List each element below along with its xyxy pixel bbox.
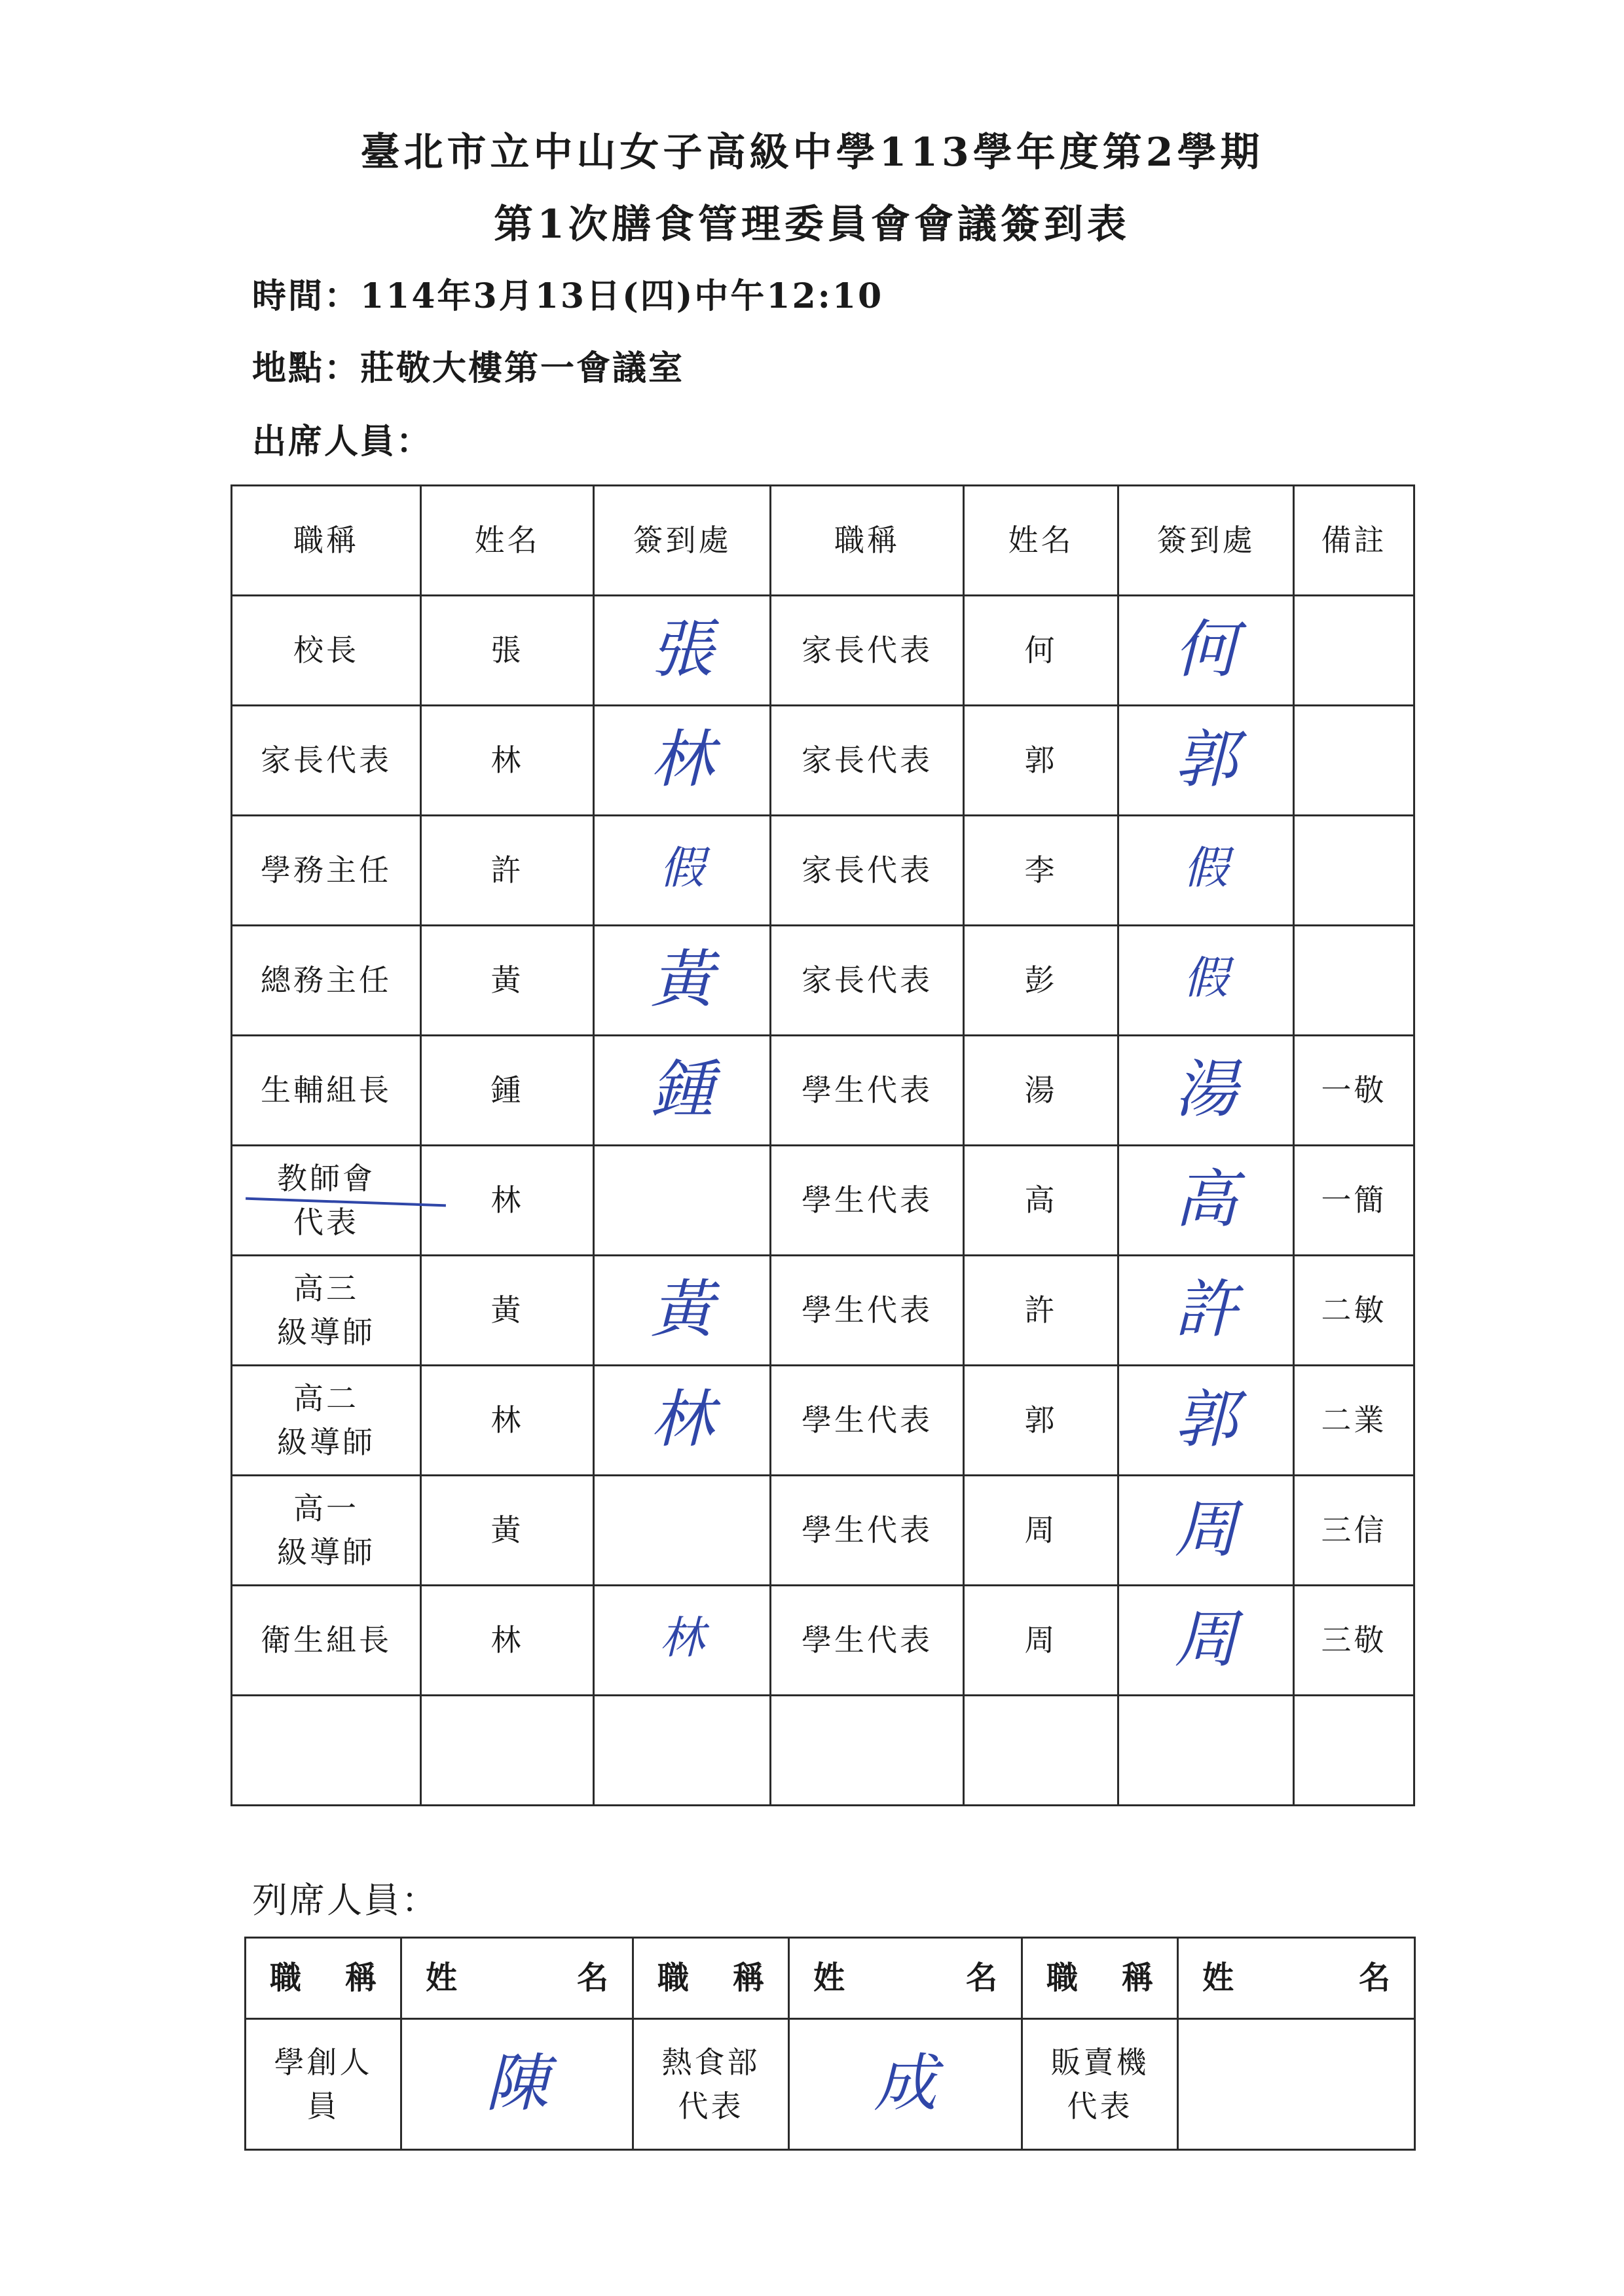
empty-cell [964, 1696, 1118, 1806]
signature-cell [594, 1036, 771, 1146]
handwritten-signature: 黃 [650, 1273, 714, 1347]
title-line: 代表 [293, 1204, 359, 1240]
table-row [232, 1366, 1414, 1476]
title-cell [232, 1476, 421, 1586]
title-line: 高三 [293, 1270, 359, 1306]
name-cell: 黃 [421, 1256, 594, 1366]
empty-cell [771, 1696, 964, 1806]
table-row [232, 1476, 1414, 1586]
title-cell: 家長代表 [771, 596, 964, 706]
header-cell: 備註 [1294, 486, 1414, 596]
document-subtitle: 第1次膳食管理委員會會議簽到表 [494, 202, 1130, 247]
title-line: 學創人 [274, 2044, 373, 2080]
meeting-time: 時間：114年3月13日(四)中午12:10 [252, 276, 884, 316]
signature-cell [594, 926, 771, 1036]
table-row [232, 706, 1414, 816]
title-cell: 家長代表 [771, 816, 964, 926]
title-cell: 學生代表 [771, 1586, 964, 1696]
table-row [232, 816, 1414, 926]
handwritten-signature: 林 [650, 723, 714, 797]
table-row [232, 1256, 1414, 1366]
header-cell [1178, 1938, 1415, 2019]
title-cell: 學生代表 [771, 1036, 964, 1146]
header-cell [401, 1938, 633, 2019]
table-row [232, 1586, 1414, 1696]
attendees-label: 列席人員： [252, 1880, 439, 1921]
document-title: 臺北市立中山女子高級中學113學年度第2學期 [360, 130, 1264, 175]
header-cell: 簽到處 [594, 486, 771, 596]
title-cell [633, 2019, 789, 2150]
signature-cell [1118, 1256, 1294, 1366]
empty-cell [1118, 1696, 1294, 1806]
title-line: 代表 [678, 2088, 744, 2124]
name-cell: 郭 [964, 706, 1118, 816]
name-cell: 彭 [964, 926, 1118, 1036]
note-cell: 三信 [1294, 1476, 1414, 1586]
header-cell [633, 1938, 789, 2019]
signature-cell [594, 1586, 771, 1696]
title-cell: 家長代表 [771, 706, 964, 816]
handwritten-signature: 高 [1174, 1163, 1238, 1237]
title-cell [246, 2019, 401, 2150]
title-line: 高二 [293, 1380, 359, 1416]
name-cell: 郭 [964, 1366, 1118, 1476]
signature-cell [594, 596, 771, 706]
name-cell: 許 [421, 816, 594, 926]
title-line: 員 [306, 2088, 340, 2124]
name-cell: 高 [964, 1146, 1118, 1256]
header-char: 職 [657, 1959, 690, 1996]
header-cell: 職稱 [232, 486, 421, 596]
title-cell: 學務主任 [232, 816, 421, 926]
signature-cell [594, 1476, 771, 1586]
name-cell: 周 [964, 1476, 1118, 1586]
signature-cell [1118, 706, 1294, 816]
name-cell: 李 [964, 816, 1118, 926]
handwritten-leave-mark: 假 [659, 842, 705, 894]
signature-cell [789, 2019, 1022, 2150]
name-cell: 鍾 [421, 1036, 594, 1146]
handwritten-signature: 何 [1174, 613, 1238, 687]
note-cell [1294, 596, 1414, 706]
header-char: 職 [270, 1959, 302, 1996]
name-cell: 林 [421, 1366, 594, 1476]
table-row [232, 1036, 1414, 1146]
title-cell [232, 1366, 421, 1476]
title-line: 代表 [1067, 2088, 1133, 2124]
present-label: 出席人員： [252, 422, 433, 462]
note-cell: 一敬 [1294, 1036, 1414, 1146]
name-cell: 林 [421, 1586, 594, 1696]
name-cell: 黃 [421, 1476, 594, 1586]
header-char: 名 [1358, 1959, 1390, 1996]
title-line: 高一 [293, 1490, 359, 1526]
header-cell: 簽到處 [1118, 486, 1294, 596]
handwritten-signature: 湯 [1174, 1053, 1238, 1127]
table-header-row [232, 486, 1414, 596]
header-cell: 職稱 [771, 486, 964, 596]
name-cell: 許 [964, 1256, 1118, 1366]
handwritten-signature: 黃 [650, 943, 714, 1017]
name-cell: 林 [421, 1146, 594, 1256]
signature-cell [1118, 816, 1294, 926]
name-cell: 黃 [421, 926, 594, 1036]
title-cell: 生輔組長 [232, 1036, 421, 1146]
note-cell: 二敏 [1294, 1256, 1414, 1366]
handwritten-signature: 周 [1174, 1493, 1238, 1567]
header-cell [789, 1938, 1022, 2019]
signature-cell [594, 816, 771, 926]
title-cell: 學生代表 [771, 1366, 964, 1476]
signature-cell [1118, 596, 1294, 706]
title-cell [1022, 2019, 1178, 2150]
name-cell: 張 [421, 596, 594, 706]
header-char: 稱 [344, 1959, 377, 1996]
header-char: 稱 [732, 1959, 764, 1996]
attendees-table [244, 1937, 1416, 2151]
signature-cell [401, 2019, 633, 2150]
title-line: 販賣機 [1050, 2044, 1149, 2080]
header-cell: 姓名 [421, 486, 594, 596]
handwritten-signature: 張 [650, 613, 714, 687]
header-char: 姓 [813, 1959, 845, 1996]
handwritten-signature: 許 [1174, 1273, 1238, 1347]
attendees-header-row [246, 1938, 1415, 2019]
table-row [232, 1146, 1414, 1256]
signature-cell [1118, 1366, 1294, 1476]
name-cell: 林 [421, 706, 594, 816]
signature-cell [1118, 1586, 1294, 1696]
handwritten-signature: 郭 [1174, 723, 1238, 797]
handwritten-signature: 周 [1174, 1603, 1238, 1677]
title-line: 級導師 [277, 1314, 375, 1350]
title-cell: 學生代表 [771, 1476, 964, 1586]
signature-cell [1178, 2019, 1415, 2150]
empty-cell [594, 1696, 771, 1806]
title-line: 熱食部 [661, 2044, 760, 2080]
handwritten-signature: 成 [874, 2047, 937, 2121]
table-row [232, 926, 1414, 1036]
header-char: 稱 [1121, 1959, 1153, 1996]
handwritten-signature: 林 [659, 1612, 705, 1664]
handwritten-signature: 陳 [485, 2047, 549, 2121]
title-cell: 衛生組長 [232, 1586, 421, 1696]
header-char: 職 [1046, 1959, 1079, 1996]
signature-cell [594, 1146, 771, 1256]
signature-cell [1118, 926, 1294, 1036]
name-cell: 湯 [964, 1036, 1118, 1146]
note-cell: 二業 [1294, 1366, 1414, 1476]
title-cell [232, 1146, 421, 1256]
signature-cell [1118, 1476, 1294, 1586]
header-char: 名 [576, 1959, 608, 1996]
header-cell [246, 1938, 401, 2019]
header-char: 姓 [1202, 1959, 1234, 1996]
title-line: 教師會 [277, 1160, 375, 1196]
note-cell: 三敬 [1294, 1586, 1414, 1696]
title-cell: 校長 [232, 596, 421, 706]
title-cell: 家長代表 [771, 926, 964, 1036]
attendance-table [231, 484, 1415, 1806]
header-cell: 姓名 [964, 486, 1118, 596]
name-cell: 周 [964, 1586, 1118, 1696]
table-row [232, 596, 1414, 706]
attendees-row [246, 2019, 1415, 2150]
signature-cell [1118, 1146, 1294, 1256]
signature-cell [1118, 1036, 1294, 1146]
meeting-place: 地點：莊敬大樓第一會議室 [252, 348, 685, 388]
title-cell: 學生代表 [771, 1256, 964, 1366]
signature-cell [594, 1256, 771, 1366]
title-cell: 學生代表 [771, 1146, 964, 1256]
handwritten-signature: 林 [650, 1383, 714, 1457]
empty-cell [1294, 1696, 1414, 1806]
title-cell: 總務主任 [232, 926, 421, 1036]
note-cell [1294, 816, 1414, 926]
note-cell: 一簡 [1294, 1146, 1414, 1256]
handwritten-signature: 鍾 [650, 1053, 714, 1127]
title-line: 級導師 [277, 1534, 375, 1570]
empty-cell [232, 1696, 421, 1806]
header-char: 名 [965, 1959, 997, 1996]
note-cell [1294, 706, 1414, 816]
handwritten-leave-mark: 假 [1183, 842, 1228, 894]
signature-cell [594, 706, 771, 816]
header-cell [1022, 1938, 1178, 2019]
table-row-empty [232, 1696, 1414, 1806]
title-cell: 家長代表 [232, 706, 421, 816]
handwritten-leave-mark: 假 [1183, 952, 1228, 1004]
title-cell [232, 1256, 421, 1366]
header-char: 姓 [426, 1959, 458, 1996]
title-line: 級導師 [277, 1424, 375, 1460]
empty-cell [421, 1696, 594, 1806]
signature-cell [594, 1366, 771, 1476]
name-cell: 何 [964, 596, 1118, 706]
handwritten-signature: 郭 [1174, 1383, 1238, 1457]
note-cell [1294, 926, 1414, 1036]
